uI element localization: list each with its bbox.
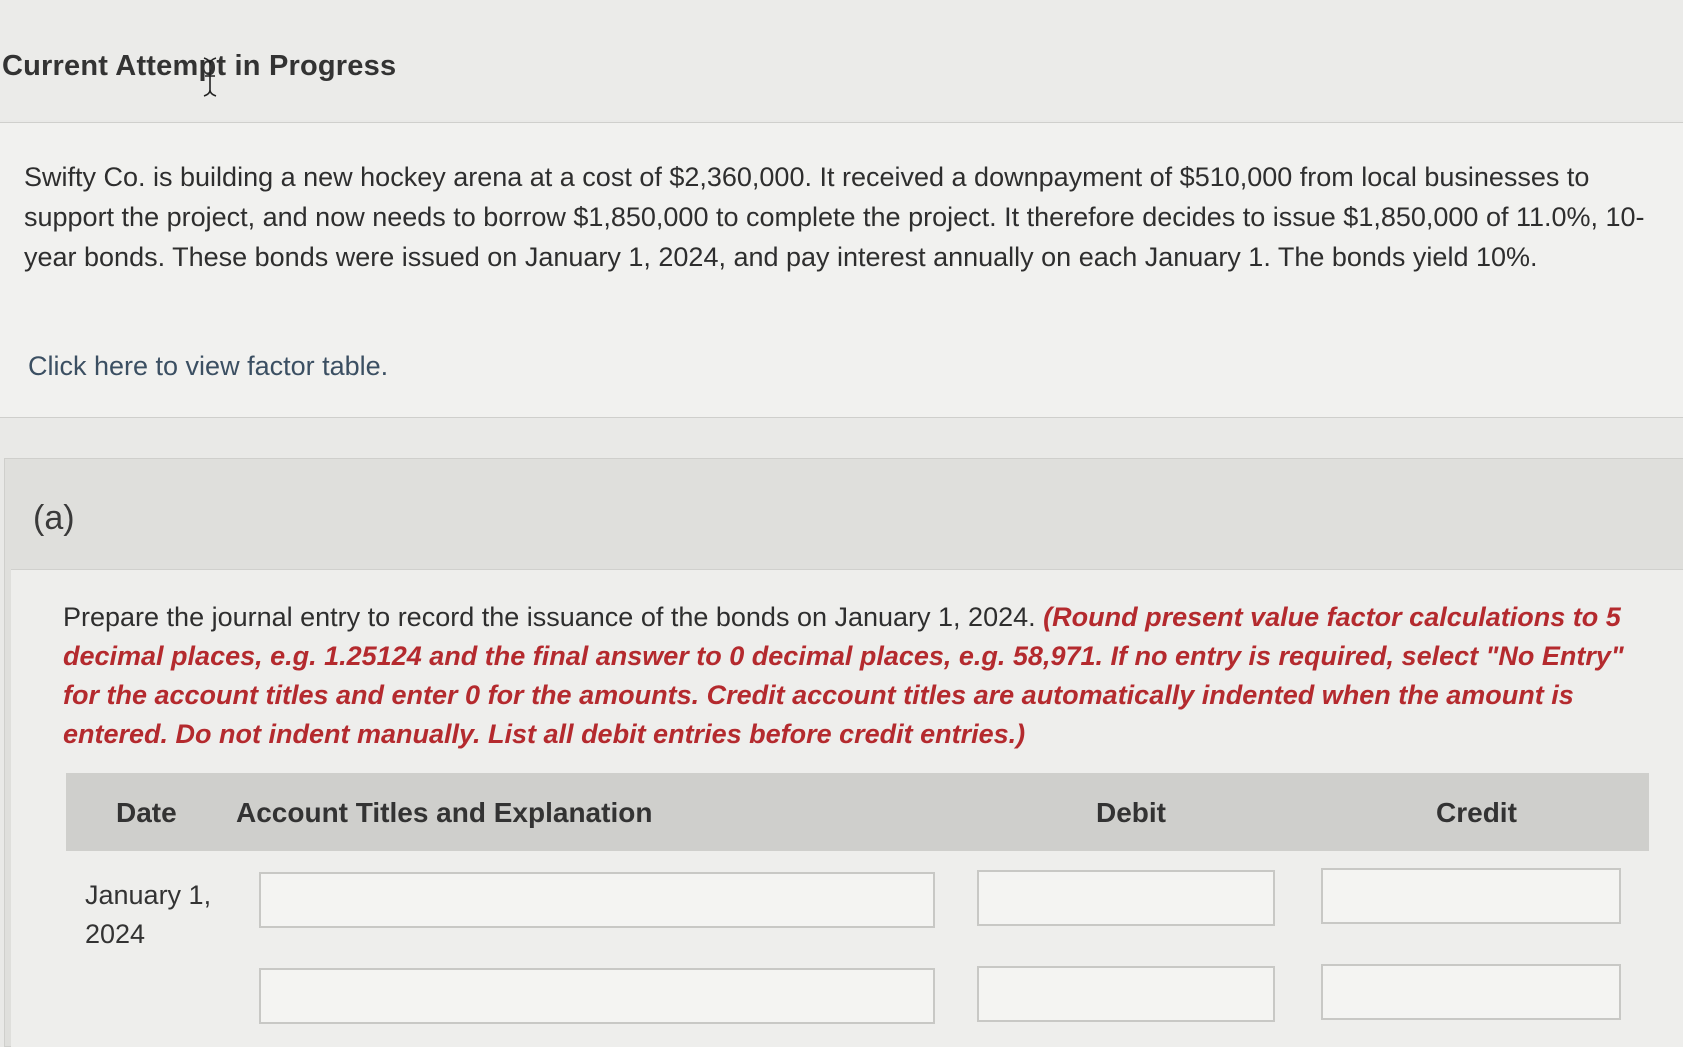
credit-input-row-1[interactable] <box>1321 868 1621 924</box>
date-line-2: 2024 <box>85 919 146 949</box>
problem-text: Swifty Co. is building a new hockey arena at a cost of $2,360,000. It received a downpayment of $510,000 from local businesses to support the project, and now needs to borrow $1,850,000 to complete the project. It therefore decides to issue $1,850,000 of 11.0%, 10-year bonds. These bonds were issued on January 1, 2024, and pay interest annually on each January 1. The bonds yield 10%. <box>24 162 1645 272</box>
debit-input-row-2[interactable] <box>977 966 1275 1022</box>
account-title-input-row-2[interactable] <box>259 968 935 1024</box>
debit-input-row-1[interactable] <box>977 870 1275 926</box>
column-header-credit: Credit <box>1436 797 1517 828</box>
journal-entry-date <box>85 876 211 954</box>
account-title-input-row-1[interactable] <box>259 872 935 928</box>
problem-statement-panel <box>0 122 1683 418</box>
part-label: (a) <box>33 499 75 537</box>
text-cursor-icon <box>200 56 220 98</box>
date-line-1: January 1, <box>85 880 212 910</box>
column-header-debit: Debit <box>1096 797 1166 828</box>
journal-table-header <box>66 773 1649 851</box>
page-title: Current Attempt in Progress <box>2 50 397 82</box>
credit-input-row-2[interactable] <box>1321 964 1621 1020</box>
column-header-date: Date <box>116 797 177 828</box>
factor-table-link[interactable]: Click here to view factor table. <box>28 351 389 381</box>
part-a-section <box>4 458 1683 1047</box>
instruction-text: Prepare the journal entry to record the issuance of the bonds on January 1, 2024. <box>63 602 1044 632</box>
header <box>0 0 1683 120</box>
instructions <box>63 598 1653 754</box>
column-header-account: Account Titles and Explanation <box>236 797 653 828</box>
part-a-body <box>11 569 1683 1047</box>
instruction-rounding-note: (Round present value factor calculations to 5 decimal places, e.g. 1.25124 and the final answer to 0 decimal places, e.g. 58,971. If no entry is required, select "No Entry" for the account titles and enter 0 for the amounts. Credit account titles are automatically indented when the amount is entered. Do not indent manually. List all debit entries before credit entries.) <box>63 602 1624 749</box>
